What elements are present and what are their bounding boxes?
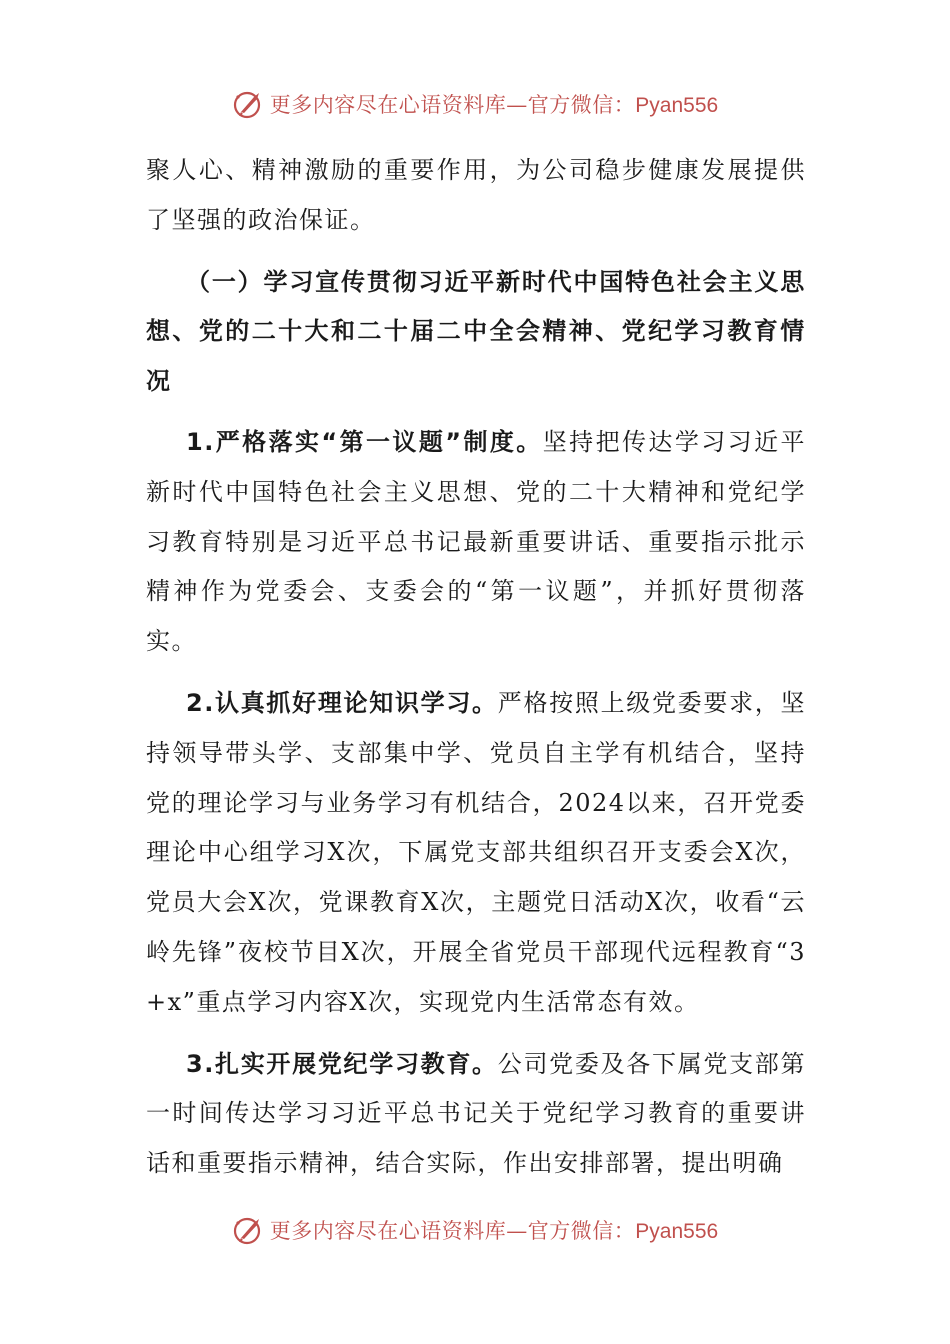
pen-logo-icon <box>232 1213 266 1247</box>
footer-watermark-banner <box>0 1210 950 1250</box>
banner-text: 更多内容尽在心语资料库—官方微信：Pyan556 <box>269 93 719 117</box>
header-watermark-banner <box>0 84 950 124</box>
item-3-title: 3.扎实开展党纪学习教育。 <box>186 1049 498 1078</box>
banner-text: 更多内容尽在心语资料库—官方微信：Pyan556 <box>269 1219 719 1243</box>
paragraph-continuation: 聚人心、精神激励的重要作用，为公司稳步健康发展提供了坚强的政治保证。 <box>146 156 806 234</box>
item-3-body: 公司党委及各下属党支部第一时间传达学习习近平总书记关于党纪学习教育的重要讲话和重要指示精神，结合实际，作出安排部署，提出明确 <box>146 1049 806 1178</box>
item-1-title: 1.严格落实“第一议题”制度。 <box>186 428 543 457</box>
item-1-body: 坚持把传达学习习近平新时代中国特色社会主义思想、党的二十大精神和党纪学习教育特别是习近平总书记最新重要讲话、重要指示批示精神作为党委会、支委会的“第一议题”，并抓好贯彻落实。 <box>146 428 806 656</box>
item-2-title: 2.认真抓好理论知识学习。 <box>186 689 498 718</box>
pen-logo-icon <box>232 87 266 121</box>
paragraph-item-2 <box>146 679 806 1028</box>
document-body <box>146 146 806 1189</box>
banner-wechat-id: Pyan556 <box>635 94 719 117</box>
item-2-body: 严格按照上级党委要求，坚持领导带头学、支部集中学、党员自主学有机结合，坚持党的理论学习与业务学习有机结合，2024以来，召开党委理论中心组学习X次，下属党支部共组织召开支委会X次，党员大会X次，党课教育X次，主题党日活动X次，收看“云岭先锋”夜校节目X次，开展全省党员干部现代远程教育“3+x”重点学习内容X次，实现党内生活常态有效。 <box>146 689 806 1016</box>
paragraph-item-1 <box>146 418 806 667</box>
paragraph-item-3 <box>146 1040 806 1189</box>
section-heading: （一）学习宣传贯彻习近平新时代中国特色社会主义思想、党的二十大和二十届二中全会精神、党纪学习教育情况 <box>146 267 806 395</box>
banner-wechat-id: Pyan556 <box>635 1220 719 1243</box>
